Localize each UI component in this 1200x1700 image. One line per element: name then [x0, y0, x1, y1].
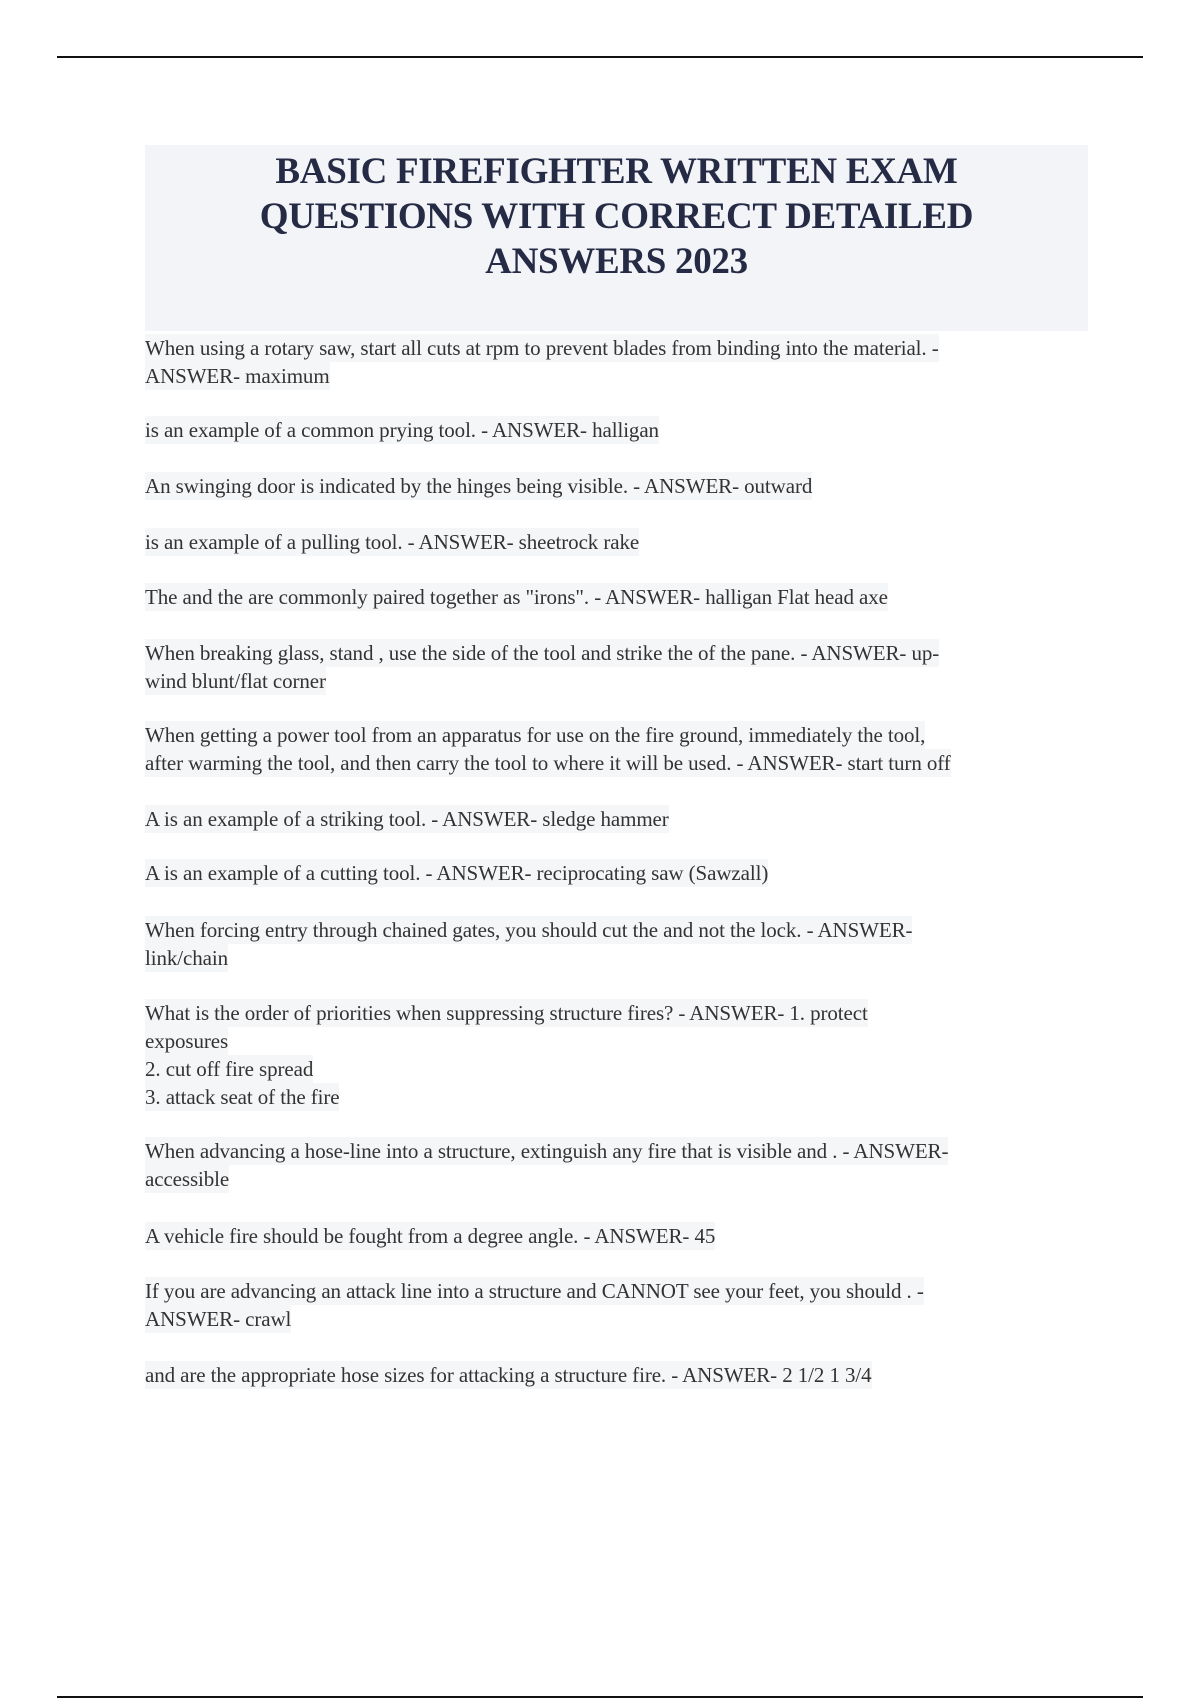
title-line: BASIC FIREFIGHTER WRITTEN EXAM [275, 151, 958, 192]
qa-item [145, 859, 1095, 887]
qa-item [145, 1137, 1095, 1193]
document-title [145, 145, 1088, 284]
qa-line: When getting a power tool from an apparatus for use on the fire ground, immediately the tool, [145, 723, 926, 747]
qa-line: A vehicle fire should be fought from a degree angle. - ANSWER- 45 [145, 1224, 716, 1248]
qa-item [145, 1277, 1095, 1333]
qa-item [145, 1222, 1095, 1250]
qa-line: is an example of a pulling tool. - ANSWER- sheetrock rake [145, 530, 640, 554]
qa-line: A is an example of a cutting tool. - ANSWER- reciprocating saw (Sawzall) [145, 861, 769, 885]
qa-line: after warming the tool, and then carry the tool to where it will be used. - ANSWER- start turn off [145, 751, 951, 775]
qa-line: The and the are commonly paired together as "irons". - ANSWER- halligan Flat head axe [145, 585, 888, 609]
title-line: QUESTIONS WITH CORRECT DETAILED [259, 196, 974, 237]
qa-line: When breaking glass, stand , use the side of the tool and strike the of the pane. - ANSWER- up- [145, 641, 940, 665]
qa-item [145, 334, 1095, 390]
bottom-rule [57, 1696, 1143, 1698]
qa-line: 3. attack seat of the fire [145, 1085, 340, 1109]
qa-line: is an example of a common prying tool. - ANSWER- halligan [145, 418, 659, 442]
title-line: ANSWERS 2023 [485, 241, 748, 282]
top-rule [57, 56, 1143, 58]
qa-item [145, 583, 1095, 611]
qa-line: What is the order of priorities when suppressing structure fires? - ANSWER- 1. protect [145, 1001, 868, 1025]
qa-item [145, 639, 1095, 695]
qa-line: 2. cut off fire spread [145, 1057, 314, 1081]
qa-line: When forcing entry through chained gates, you should cut the and not the lock. - ANSWER- [145, 918, 913, 942]
qa-line: wind blunt/flat corner [145, 669, 326, 693]
qa-line: If you are advancing an attack line into a structure and CANNOT see your feet, you should . - [145, 1279, 924, 1303]
qa-item [145, 416, 1095, 444]
qa-line: ANSWER- maximum [145, 364, 330, 388]
qa-line: When advancing a hose-line into a structure, extinguish any fire that is visible and . - ANSWER- [145, 1139, 949, 1163]
qa-item [145, 1361, 1095, 1389]
qa-item [145, 999, 1095, 1111]
qa-line: ANSWER- crawl [145, 1307, 292, 1331]
qa-line: link/chain [145, 946, 228, 970]
qa-item [145, 721, 1095, 777]
qa-line: When using a rotary saw, start all cuts at rpm to prevent blades from binding into the material. - [145, 336, 939, 360]
qa-item [145, 472, 1095, 500]
qa-line: and are the appropriate hose sizes for attacking a structure fire. - ANSWER- 2 1/2 1 3/4 [145, 1363, 872, 1387]
qa-item [145, 528, 1095, 556]
qa-line: exposures [145, 1029, 229, 1053]
qa-line: accessible [145, 1167, 230, 1191]
qa-item [145, 805, 1095, 833]
qa-line: An swinging door is indicated by the hinges being visible. - ANSWER- outward [145, 474, 813, 498]
title-block [145, 145, 1088, 331]
qa-line: A is an example of a striking tool. - ANSWER- sledge hammer [145, 807, 669, 831]
qa-item [145, 916, 1095, 972]
